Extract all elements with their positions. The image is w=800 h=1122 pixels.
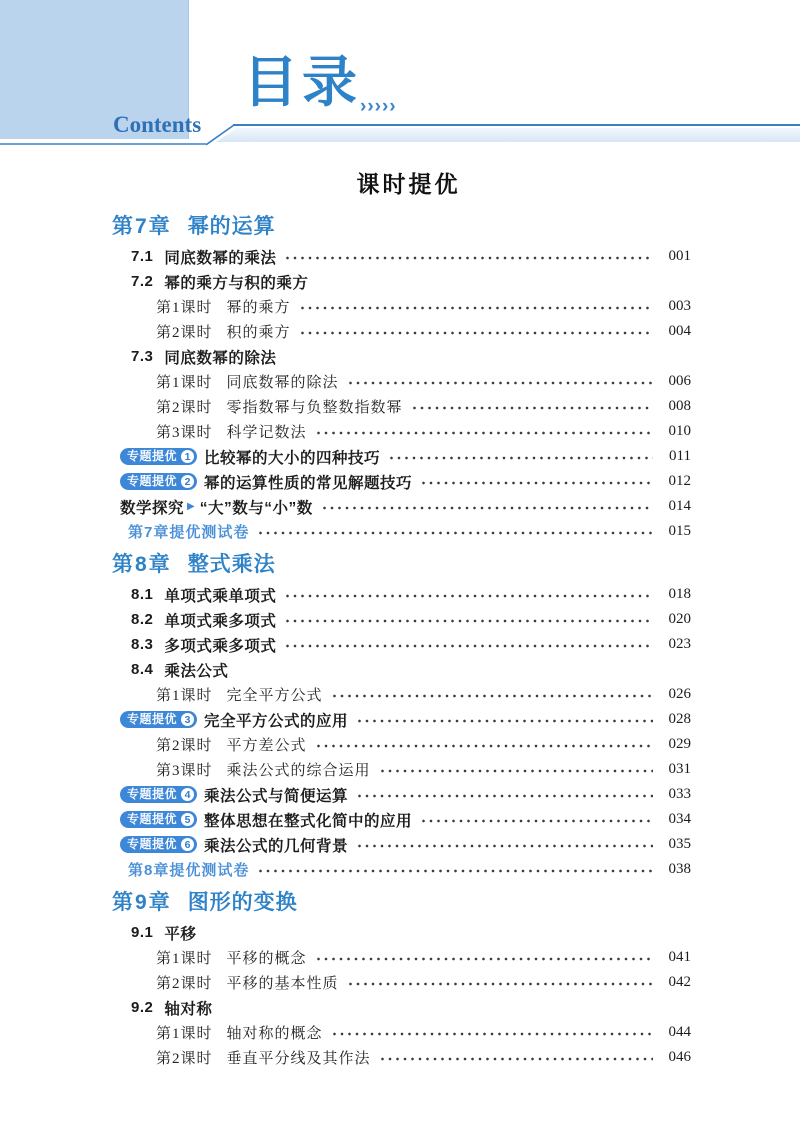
test-link-title: 第8章提优测试卷 bbox=[128, 862, 250, 879]
topic-badge bbox=[120, 786, 197, 803]
dot-leader bbox=[315, 744, 653, 748]
dot-leader bbox=[284, 256, 653, 260]
row-title: 垂直平分线及其作法 bbox=[226, 1051, 371, 1067]
toc-row bbox=[112, 607, 691, 632]
topic-badge bbox=[120, 473, 197, 490]
toc-row bbox=[112, 920, 691, 945]
section-title: 课时提优 bbox=[356, 172, 461, 197]
toc-row bbox=[112, 1045, 691, 1070]
badge-label: 专题提优 bbox=[127, 449, 178, 463]
toc-row bbox=[112, 857, 691, 882]
row-number: 第2课时 bbox=[156, 738, 213, 754]
page-title: 目录 bbox=[243, 51, 362, 113]
toc-row bbox=[112, 294, 691, 319]
row-number: 第1课时 bbox=[156, 951, 213, 967]
chapter-heading bbox=[112, 214, 691, 240]
page-number: 035 bbox=[668, 836, 691, 852]
row-number: 第1课时 bbox=[156, 688, 213, 704]
toc-row bbox=[112, 344, 691, 369]
page-number: 020 bbox=[668, 611, 691, 627]
page-number: 011 bbox=[669, 448, 691, 464]
table-of-contents bbox=[112, 170, 691, 1070]
row-number: 第1课时 bbox=[156, 1026, 213, 1042]
toc-row bbox=[112, 707, 691, 732]
row-number: 第3课时 bbox=[156, 763, 213, 779]
row-title: 平移的基本性质 bbox=[226, 976, 339, 992]
chapter-title: 幂的运算 bbox=[187, 215, 276, 238]
topic-badge bbox=[120, 836, 197, 853]
toc-row bbox=[112, 269, 691, 294]
row-title: 零指数幂与负整数指数幂 bbox=[226, 400, 403, 416]
badge-number: 5 bbox=[181, 813, 194, 826]
row-title: 乘法公式的几何背景 bbox=[204, 837, 349, 855]
row-number: 第3课时 bbox=[156, 425, 213, 441]
row-title: 完全平方公式的应用 bbox=[204, 712, 349, 730]
row-number: 7.2 bbox=[131, 273, 154, 290]
toc-row bbox=[112, 369, 691, 394]
badge-label: 专题提优 bbox=[127, 474, 178, 488]
dot-leader bbox=[299, 306, 653, 310]
toc-row bbox=[112, 494, 691, 519]
row-title: 平移 bbox=[164, 925, 197, 943]
badge-number: 6 bbox=[181, 838, 194, 851]
dot-leader bbox=[321, 506, 653, 510]
row-number: 9.1 bbox=[131, 924, 154, 941]
page-number: 004 bbox=[668, 323, 691, 339]
row-title: 幂的乘方 bbox=[226, 300, 291, 316]
toc-row bbox=[112, 970, 691, 995]
dot-leader bbox=[315, 957, 653, 961]
page-number: 034 bbox=[668, 811, 691, 827]
row-title: 乘法公式的综合运用 bbox=[226, 763, 371, 779]
row-title: 同底数幂的除法 bbox=[226, 375, 339, 391]
page-number: 003 bbox=[668, 298, 691, 314]
row-title: 乘法公式与简便运算 bbox=[204, 787, 349, 805]
badge-label: 专题提优 bbox=[127, 837, 178, 851]
dot-leader bbox=[356, 794, 653, 798]
row-title: 比较幂的大小的四种技巧 bbox=[204, 449, 381, 467]
row-title: 平方差公式 bbox=[226, 738, 307, 754]
row-number: 第2课时 bbox=[156, 325, 213, 341]
chapter-label: 第7章 bbox=[112, 215, 172, 238]
chevron-right-icon: ››››› bbox=[360, 96, 397, 117]
dot-leader bbox=[420, 819, 653, 823]
row-title: 单项式乘多项式 bbox=[164, 612, 277, 630]
dot-leader bbox=[347, 381, 653, 385]
chapter-title: 整式乘法 bbox=[187, 553, 276, 576]
row-title: “大”数与“小”数 bbox=[199, 499, 313, 517]
toc-row bbox=[112, 832, 691, 857]
row-number: 第1课时 bbox=[156, 375, 213, 391]
dot-leader bbox=[379, 769, 653, 773]
dot-leader bbox=[257, 869, 653, 873]
row-number: 第2课时 bbox=[156, 976, 213, 992]
dot-leader bbox=[299, 331, 653, 335]
toc-row bbox=[112, 632, 691, 657]
toc-row bbox=[112, 582, 691, 607]
row-number: 第1课时 bbox=[156, 300, 213, 316]
page-number: 014 bbox=[668, 498, 691, 514]
page-number: 041 bbox=[668, 949, 691, 965]
dot-leader bbox=[257, 531, 653, 535]
toc-row bbox=[112, 657, 691, 682]
dot-leader bbox=[331, 694, 653, 698]
row-title: 完全平方公式 bbox=[226, 688, 323, 704]
chapter-heading bbox=[112, 552, 691, 578]
topic-badge bbox=[120, 448, 197, 465]
toc-row bbox=[112, 732, 691, 757]
badge-number: 2 bbox=[181, 475, 194, 488]
dot-leader bbox=[356, 844, 653, 848]
dot-leader bbox=[331, 1032, 653, 1036]
toc-row bbox=[112, 1020, 691, 1045]
toc-row bbox=[112, 419, 691, 444]
badge-number: 1 bbox=[181, 450, 194, 463]
row-number: 8.4 bbox=[131, 661, 154, 678]
toc-row bbox=[112, 244, 691, 269]
contents-label: Contents bbox=[113, 112, 202, 137]
row-number: 9.2 bbox=[131, 999, 154, 1016]
toc-row bbox=[112, 995, 691, 1020]
page-number: 008 bbox=[668, 398, 691, 414]
chapter-label: 第8章 bbox=[112, 553, 172, 576]
row-number: 第2课时 bbox=[156, 400, 213, 416]
toc-row bbox=[112, 945, 691, 970]
row-title: 幂的乘方与积的乘方 bbox=[164, 274, 309, 292]
badge-number: 3 bbox=[181, 713, 194, 726]
dot-leader bbox=[388, 456, 653, 460]
page-number: 031 bbox=[668, 761, 691, 777]
badge-label: 专题提优 bbox=[127, 812, 178, 826]
topic-badge bbox=[120, 811, 197, 828]
row-title: 科学记数法 bbox=[226, 425, 307, 441]
dot-leader bbox=[284, 619, 653, 623]
row-title: 乘法公式 bbox=[164, 662, 229, 680]
page-number: 015 bbox=[668, 523, 691, 539]
toc-row bbox=[112, 807, 691, 832]
dot-leader bbox=[420, 481, 653, 485]
explore-label: 数学探究 bbox=[120, 499, 185, 517]
row-number: 8.2 bbox=[131, 611, 154, 628]
page-number: 028 bbox=[668, 711, 691, 727]
row-title: 轴对称 bbox=[164, 1000, 213, 1018]
page-number: 042 bbox=[668, 974, 691, 990]
page-number: 023 bbox=[668, 636, 691, 652]
test-link-title: 第7章提优测试卷 bbox=[128, 524, 250, 541]
dot-leader bbox=[379, 1057, 653, 1061]
toc-row bbox=[112, 757, 691, 782]
row-number: 8.3 bbox=[131, 636, 154, 653]
toc-row bbox=[112, 444, 691, 469]
row-title: 同底数幂的除法 bbox=[164, 349, 277, 367]
chapter-heading bbox=[112, 890, 691, 916]
toc-row bbox=[112, 469, 691, 494]
row-number: 7.3 bbox=[131, 348, 154, 365]
badge-number: 4 bbox=[181, 788, 194, 801]
topic-badge bbox=[120, 711, 197, 728]
row-number: 第2课时 bbox=[156, 1051, 213, 1067]
dot-leader bbox=[284, 644, 653, 648]
row-number: 8.1 bbox=[131, 586, 154, 603]
dot-leader bbox=[356, 719, 653, 723]
page-number: 018 bbox=[668, 586, 691, 602]
row-number: 7.1 bbox=[131, 248, 154, 265]
dot-leader bbox=[315, 431, 653, 435]
page-number: 010 bbox=[668, 423, 691, 439]
page-number: 029 bbox=[668, 736, 691, 752]
toc-row bbox=[112, 319, 691, 344]
row-title: 幂的运算性质的常见解题技巧 bbox=[204, 474, 413, 492]
toc-row bbox=[112, 519, 691, 544]
page-number: 026 bbox=[668, 686, 691, 702]
dot-leader bbox=[347, 982, 653, 986]
page-number: 038 bbox=[668, 861, 691, 877]
page-number: 001 bbox=[668, 248, 691, 264]
header-band bbox=[216, 128, 800, 142]
badge-label: 专题提优 bbox=[127, 712, 178, 726]
dot-leader bbox=[284, 594, 653, 598]
row-title: 整体思想在整式化简中的应用 bbox=[204, 812, 413, 830]
page-number: 033 bbox=[668, 786, 691, 802]
row-title: 平移的概念 bbox=[226, 951, 307, 967]
page-number: 044 bbox=[668, 1024, 691, 1040]
row-title: 轴对称的概念 bbox=[226, 1026, 323, 1042]
toc-row bbox=[112, 394, 691, 419]
row-title: 多项式乘多项式 bbox=[164, 637, 277, 655]
chapter-label: 第9章 bbox=[112, 891, 172, 914]
row-title: 同底数幂的乘法 bbox=[164, 249, 277, 267]
play-icon: ▶ bbox=[187, 501, 195, 512]
page-number: 012 bbox=[668, 473, 691, 489]
toc-row bbox=[112, 782, 691, 807]
chapter-title: 图形的变换 bbox=[187, 891, 298, 914]
badge-label: 专题提优 bbox=[127, 787, 178, 801]
toc-row bbox=[112, 682, 691, 707]
dot-leader bbox=[411, 406, 653, 410]
row-title: 单项式乘单项式 bbox=[164, 587, 277, 605]
row-title: 积的乘方 bbox=[226, 325, 291, 341]
page-number: 046 bbox=[668, 1049, 691, 1065]
page-number: 006 bbox=[668, 373, 691, 389]
